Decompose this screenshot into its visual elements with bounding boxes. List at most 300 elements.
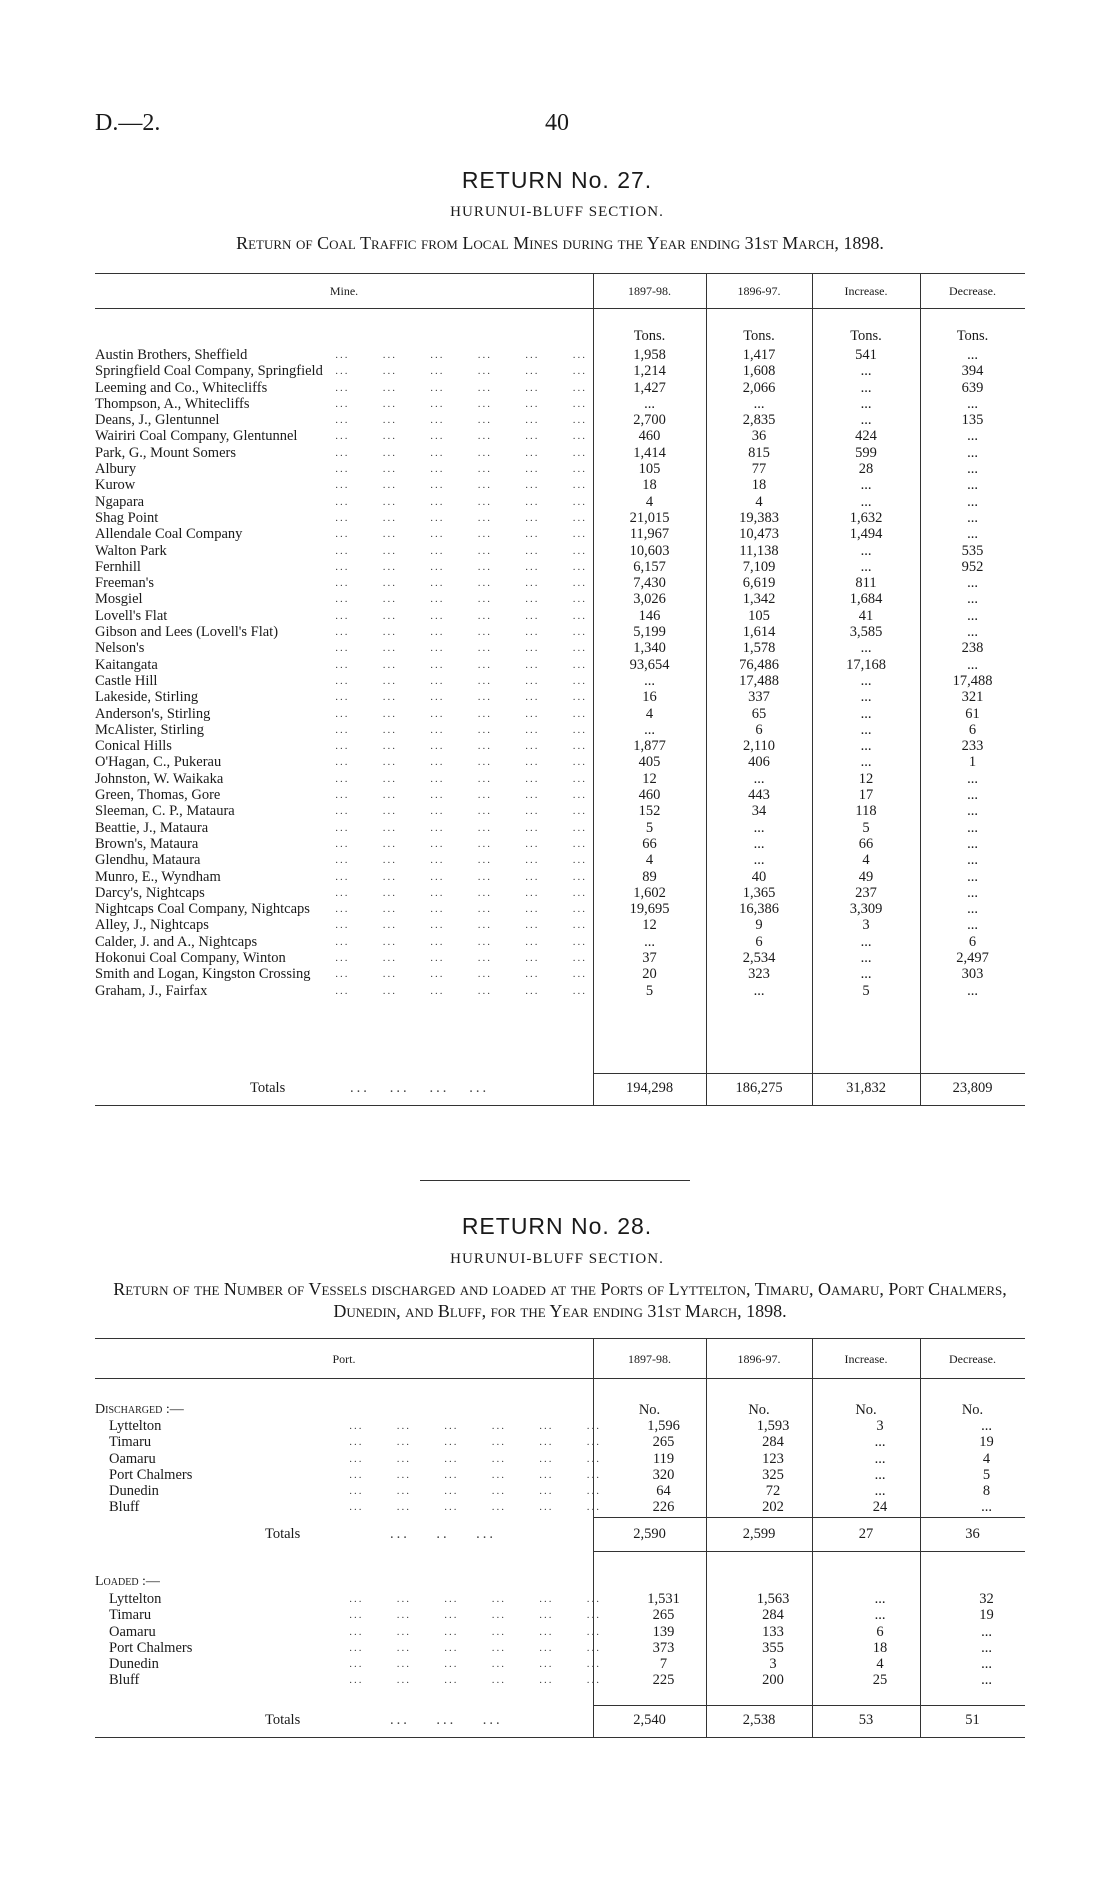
row-label	[95, 901, 593, 917]
value-cell: ...	[753, 982, 765, 999]
value-cell: 11,138	[739, 542, 779, 559]
row-label-text: Bluff	[109, 1499, 143, 1515]
table-row	[95, 657, 1025, 673]
value-cell: ...	[860, 395, 872, 412]
value-cell: ...	[967, 624, 978, 641]
table-row	[95, 1591, 1039, 1607]
value-cell: 4	[876, 1656, 884, 1673]
value-cell: ...	[981, 1639, 992, 1656]
value-cell: ...	[874, 1450, 886, 1467]
leader-dots: ... ... ... ... ... ...	[335, 609, 587, 622]
row-label-text: Bluff	[109, 1672, 143, 1688]
value-cell: 325	[762, 1466, 784, 1483]
row-label-text: Anderson's, Stirling	[95, 706, 214, 722]
value-cell: 66	[642, 835, 657, 852]
leader-dots: ... ... ... ... ... ...	[335, 381, 587, 394]
value-cell: 1,596	[647, 1418, 680, 1434]
value-cell: 1,877	[633, 738, 666, 755]
table-row	[95, 477, 1025, 493]
value-cell: 284	[762, 1434, 784, 1451]
leader-dots: ... ... ... ... ... ...	[349, 1674, 601, 1687]
value-cell: ...	[860, 949, 872, 966]
value-cell: 443	[748, 787, 770, 804]
value-cell: 226	[652, 1499, 675, 1516]
value-cell: 2,835	[742, 412, 776, 429]
value-cell: 394	[961, 363, 984, 380]
value-cell: 3	[862, 917, 870, 934]
table-row	[95, 1499, 1039, 1515]
row-label-text: Oamaru	[109, 1624, 160, 1640]
row-label-text: Timaru	[109, 1434, 155, 1450]
row-label	[95, 869, 593, 885]
value-cell: ...	[967, 607, 978, 624]
value-cell: ...	[860, 754, 872, 771]
table-row	[95, 363, 1025, 379]
value-cell: 1,563	[756, 1591, 790, 1607]
value-cell: 265	[652, 1434, 675, 1451]
value-cell: ...	[874, 1591, 886, 1607]
value-cell: ...	[967, 819, 978, 836]
table-27-bottom-rule	[95, 1105, 1025, 1106]
value-cell: 17,488	[739, 672, 779, 689]
row-label	[95, 885, 593, 901]
row-label	[95, 510, 593, 526]
table-row	[95, 803, 1025, 819]
table-28-top-rule	[95, 1338, 1025, 1339]
section-separator-rule	[420, 1180, 690, 1181]
row-label-text: Lyttelton	[109, 1418, 165, 1434]
leader-dots: ... ... ... ... ... ...	[335, 772, 587, 785]
value-cell: 25	[872, 1672, 888, 1689]
value-cell: ...	[967, 575, 978, 592]
row-label-text: Thompson, A., Whitecliffs	[95, 396, 254, 412]
row-label-text: McAlister, Stirling	[95, 722, 208, 738]
value-cell: ...	[860, 640, 872, 657]
table-row	[95, 1607, 1039, 1623]
table-row	[95, 836, 1025, 852]
row-label	[95, 1640, 607, 1656]
value-cell: 1,602	[633, 884, 666, 901]
row-label	[95, 950, 593, 966]
value-cell: 4	[755, 493, 763, 510]
value-cell: ...	[981, 1499, 992, 1516]
leader-dots: ... ... ... ... ... ...	[335, 854, 587, 867]
value-cell: 6,619	[742, 575, 776, 592]
table-row	[95, 950, 1025, 966]
row-label	[95, 543, 593, 559]
value-cell: 1,608	[742, 363, 776, 380]
value-cell: 34	[751, 803, 767, 820]
value-cell: 3,309	[849, 901, 883, 918]
value-cell: 1,958	[633, 347, 666, 363]
row-label-text: Castle Hill	[95, 673, 161, 689]
row-label-text: Springfield Coal Company, Springfield	[95, 363, 327, 379]
value-cell: ...	[967, 395, 978, 412]
value-cell: 5,199	[633, 624, 666, 641]
discharged-table	[95, 1418, 1039, 1516]
row-label-text: Albury	[95, 461, 140, 477]
leader-dots: ... ... ... ...	[350, 1080, 490, 1096]
row-label	[95, 1656, 607, 1672]
table-row	[95, 575, 1025, 591]
table-row	[95, 934, 1025, 950]
row-label	[95, 380, 593, 396]
row-label	[95, 917, 593, 933]
value-cell: 4	[982, 1450, 991, 1467]
value-cell: ...	[860, 738, 872, 755]
leader-dots: ... ... ... ... ... ...	[349, 1625, 601, 1638]
table-row	[95, 1656, 1039, 1672]
row-label-text: Port Chalmers	[109, 1640, 196, 1656]
row-label-text: Lovell's Flat	[95, 608, 171, 624]
row-label	[95, 347, 593, 363]
table-row	[95, 1640, 1039, 1656]
column-header-1897-98: 1897-98.	[628, 1352, 671, 1366]
value-cell: 323	[748, 966, 770, 983]
value-cell: ...	[860, 966, 872, 983]
unit-label: Tons.	[743, 328, 775, 344]
row-label-text: Nelson's	[95, 640, 148, 656]
table-row	[95, 722, 1025, 738]
value-cell: 17	[858, 787, 874, 804]
table-row	[95, 1483, 1039, 1499]
value-cell: 12	[858, 770, 874, 787]
row-label-text: Kurow	[95, 477, 139, 493]
value-cell: 6	[968, 721, 977, 738]
row-label-text: Brown's, Mataura	[95, 836, 202, 852]
leader-dots: ... ... ... ... ... ...	[335, 414, 587, 427]
row-label-text: Oamaru	[109, 1451, 160, 1467]
value-cell: ...	[967, 526, 978, 543]
value-cell: ...	[753, 770, 765, 787]
table-row	[95, 624, 1025, 640]
table-row	[95, 673, 1025, 689]
value-cell: 225	[652, 1672, 675, 1689]
loaded-table	[95, 1591, 1039, 1689]
value-cell: 815	[748, 444, 770, 461]
value-cell: 135	[961, 412, 984, 429]
value-cell: 21,015	[629, 509, 670, 526]
value-cell: 64	[656, 1483, 671, 1500]
row-label	[95, 1418, 607, 1434]
value-cell: ...	[874, 1483, 886, 1500]
row-label-text: Freeman's	[95, 575, 158, 591]
discharged-total-increase: 27	[858, 1526, 874, 1542]
value-cell: 1,365	[742, 884, 776, 901]
row-label-text: Gibson and Lees (Lovell's Flat)	[95, 624, 282, 640]
leader-dots: ... ... ... ... ... ...	[335, 707, 587, 720]
value-cell: 7	[659, 1656, 668, 1673]
value-cell: 6	[755, 933, 763, 950]
value-cell: 5	[645, 982, 654, 999]
value-cell: ...	[967, 884, 978, 901]
value-cell: 2,110	[742, 738, 776, 755]
totals-label: Totals	[250, 1080, 286, 1096]
value-cell: 4	[645, 705, 654, 722]
value-cell: ...	[860, 558, 872, 575]
value-cell: ...	[967, 982, 978, 999]
value-cell: ...	[967, 428, 978, 445]
value-cell: ...	[967, 770, 978, 787]
discharged-total-1897-98: 2,590	[633, 1526, 666, 1542]
value-cell: 24	[872, 1499, 888, 1516]
row-label	[95, 1499, 607, 1515]
table-row	[95, 428, 1025, 444]
return-27-section: HURUNUI-BLUFF SECTION.	[450, 204, 664, 220]
leader-dots: ... ... ... ... ... ...	[335, 870, 587, 883]
row-label	[95, 445, 593, 461]
return-28-description: Return of the Number of Vessels discharged and loaded at the Ports of Lyttelton, Timaru, Oamaru, Port Chalmers, Dunedin, and Bluff, for the Year ending 31st March, 1898.	[113, 1279, 1007, 1321]
value-cell: 3,585	[849, 624, 883, 641]
value-cell: 20	[642, 966, 657, 983]
value-cell: ...	[644, 933, 655, 950]
row-label-text: Darcy's, Nightcaps	[95, 885, 209, 901]
row-label-text: Kaitangata	[95, 657, 162, 673]
row-label	[95, 1434, 607, 1450]
row-label-text: Wairiri Coal Company, Glentunnel	[95, 428, 301, 444]
row-label-text: Lakeside, Stirling	[95, 689, 202, 705]
column-header-port: Port.	[332, 1352, 356, 1366]
table-row	[95, 412, 1025, 428]
value-cell: 3	[769, 1656, 777, 1673]
row-label	[95, 526, 593, 542]
row-label-text: Deans, J., Glentunnel	[95, 412, 223, 428]
value-cell: 237	[855, 884, 877, 901]
leader-dots: ... ... ... ... ... ...	[349, 1452, 601, 1465]
unit-label: No.	[961, 1402, 984, 1418]
row-label-text: Shag Point	[95, 510, 162, 526]
value-cell: 7,109	[742, 558, 776, 575]
value-cell: 2,700	[633, 412, 666, 429]
value-cell: 1,578	[742, 640, 776, 657]
return-27-title: RETURN No. 27.	[461, 167, 653, 193]
table-row	[95, 738, 1025, 754]
value-cell: 146	[638, 607, 661, 624]
row-label	[95, 575, 593, 591]
row-label-text: Calder, J. and A., Nightcaps	[95, 934, 261, 950]
value-cell: 19	[979, 1607, 994, 1624]
table-row	[95, 1467, 1039, 1483]
row-label-text: Graham, J., Fairfax	[95, 983, 211, 999]
table-27-top-rule	[95, 273, 1025, 274]
value-cell: ...	[967, 803, 978, 820]
table-28-subtotal-rule	[593, 1517, 1025, 1518]
leader-dots: ... ... ... ... ... ...	[335, 528, 587, 541]
value-cell: 7,430	[633, 575, 666, 592]
value-cell: 1,684	[849, 591, 883, 608]
table-row	[95, 787, 1025, 803]
leader-dots: ... ... ... ... ... ...	[335, 446, 587, 459]
value-cell: ...	[644, 395, 655, 412]
value-cell: 424	[855, 428, 877, 445]
value-cell: 373	[652, 1639, 675, 1656]
value-cell: 5	[862, 982, 870, 999]
row-label	[95, 1624, 607, 1640]
value-cell: ...	[860, 412, 872, 429]
value-cell: 599	[855, 444, 877, 461]
value-cell: ...	[981, 1656, 992, 1673]
value-cell: ...	[644, 721, 655, 738]
table-row	[95, 901, 1025, 917]
value-cell: 6	[755, 721, 763, 738]
value-cell: 202	[762, 1499, 784, 1516]
row-label	[95, 852, 593, 868]
value-cell: 133	[762, 1623, 784, 1640]
table-row	[95, 461, 1025, 477]
table-row	[95, 543, 1025, 559]
table-row	[95, 869, 1025, 885]
row-label	[95, 412, 593, 428]
value-cell: 6	[968, 933, 977, 950]
leader-dots: ... ... ... ... ... ...	[349, 1436, 601, 1449]
row-label-text: Lyttelton	[109, 1591, 165, 1607]
value-cell: 19,383	[739, 509, 779, 526]
value-cell: 17,488	[952, 672, 993, 689]
table-row	[95, 1418, 1039, 1434]
value-cell: ...	[753, 819, 765, 836]
table-28-totals-rule	[593, 1705, 1025, 1706]
value-cell: ...	[981, 1418, 992, 1434]
row-label	[95, 624, 593, 640]
row-label-text: Timaru	[109, 1607, 155, 1623]
row-label-text: Beattie, J., Mataura	[95, 820, 212, 836]
unit-label: Tons.	[633, 328, 666, 344]
return-27-description: Return of Coal Traffic from Local Mines during the Year ending 31st March, 1898.	[236, 233, 884, 253]
value-cell: 1,340	[633, 640, 666, 657]
value-cell: ...	[967, 656, 978, 673]
value-cell: 284	[762, 1607, 784, 1624]
value-cell: ...	[874, 1466, 886, 1483]
leader-dots: ... ... ... ... ... ...	[335, 626, 587, 639]
row-label-text: Walton Park	[95, 543, 171, 559]
discharged-total-decrease: 36	[965, 1526, 980, 1542]
unit-label: No.	[638, 1402, 661, 1418]
leader-dots: ... .. ...	[390, 1526, 496, 1542]
total-1896-97: 186,275	[735, 1080, 783, 1096]
row-label	[95, 461, 593, 477]
leader-dots: ... ... ... ... ... ...	[335, 658, 587, 671]
value-cell: ...	[874, 1607, 886, 1624]
row-label-text: Park, G., Mount Somers	[95, 445, 240, 461]
value-cell: ...	[644, 672, 655, 689]
row-label	[95, 803, 593, 819]
value-cell: ...	[860, 672, 872, 689]
table-row	[95, 510, 1025, 526]
column-header-increase: Increase.	[844, 1352, 888, 1366]
value-cell: ...	[967, 509, 978, 526]
value-cell: 4	[862, 852, 870, 869]
row-label	[95, 738, 593, 754]
leader-dots: ... ... ... ... ... ...	[335, 789, 587, 802]
row-label-text: Johnston, W. Waikaka	[95, 771, 227, 787]
value-cell: 36	[751, 428, 767, 445]
row-label	[95, 1591, 607, 1607]
value-cell: 405	[638, 754, 661, 771]
table-row	[95, 983, 1025, 999]
page-number: 40	[545, 110, 569, 136]
table-row	[95, 820, 1025, 836]
table-row	[95, 608, 1025, 624]
leader-dots: ... ... ... ... ... ...	[335, 837, 587, 850]
leader-dots: ... ... ... ... ... ...	[335, 951, 587, 964]
row-label	[95, 1467, 607, 1483]
table-27-header-rule	[95, 308, 1025, 309]
table-row	[95, 852, 1025, 868]
leader-dots: ... ... ... ... ... ...	[335, 479, 587, 492]
row-label-text: Mosgiel	[95, 591, 147, 607]
unit-label: No.	[855, 1402, 877, 1418]
row-label-text: Dunedin	[109, 1483, 163, 1499]
value-cell: ...	[860, 493, 872, 510]
row-label-text: Sleeman, C. P., Mataura	[95, 803, 239, 819]
value-cell: ...	[967, 444, 978, 461]
leader-dots: ... ... ... ... ... ...	[335, 511, 587, 524]
value-cell: ...	[967, 787, 978, 804]
value-cell: 1,632	[849, 509, 883, 526]
table-row	[95, 559, 1025, 575]
value-cell: 1	[968, 754, 977, 771]
value-cell: 3,026	[633, 591, 666, 608]
leader-dots: ... ... ... ... ... ...	[335, 821, 587, 834]
loaded-total-1897-98: 2,540	[633, 1712, 666, 1728]
table-row	[95, 689, 1025, 705]
value-cell: 8	[982, 1483, 991, 1500]
loaded-total-1896-97: 2,538	[742, 1712, 776, 1728]
totals-label: Totals	[265, 1526, 301, 1542]
table-row	[95, 640, 1025, 656]
table-row	[95, 380, 1025, 396]
value-cell: 6,157	[633, 558, 666, 575]
value-cell: 152	[638, 803, 661, 820]
row-label	[95, 754, 593, 770]
value-cell: 233	[961, 738, 984, 755]
discharged-total-1896-97: 2,599	[742, 1526, 776, 1542]
row-label-text: Nightcaps Coal Company, Nightcaps	[95, 901, 314, 917]
value-cell: 541	[855, 347, 877, 363]
leader-dots: ... ... ... ... ... ...	[335, 495, 587, 508]
row-label-text: Green, Thomas, Gore	[95, 787, 224, 803]
leader-dots: ... ... ... ... ... ...	[335, 365, 587, 378]
table-row	[95, 347, 1025, 363]
table-row	[95, 754, 1025, 770]
leader-dots: ... ... ...	[390, 1712, 503, 1728]
value-cell: ...	[981, 1623, 992, 1640]
row-label	[95, 1607, 607, 1623]
leader-dots: ... ... ... ... ... ...	[335, 903, 587, 916]
table-row	[95, 445, 1025, 461]
value-cell: ...	[967, 347, 978, 363]
value-cell: ...	[753, 835, 765, 852]
value-cell: 265	[652, 1607, 675, 1624]
table-28-subtotal-rule	[593, 1551, 1025, 1552]
value-cell: 3	[876, 1418, 884, 1434]
row-label	[95, 820, 593, 836]
value-cell: 93,654	[629, 656, 670, 673]
leader-dots: ... ... ... ... ... ...	[335, 397, 587, 410]
leader-dots: ... ... ... ... ... ...	[349, 1641, 601, 1654]
value-cell: ...	[860, 477, 872, 494]
value-cell: 952	[961, 558, 984, 575]
value-cell: 2,534	[742, 949, 776, 966]
column-header-1896-97: 1896-97.	[737, 284, 781, 298]
value-cell: ...	[860, 689, 872, 706]
row-label	[95, 396, 593, 412]
value-cell: 61	[965, 705, 980, 722]
row-label-text: Allendale Coal Company	[95, 526, 246, 542]
loaded-group-label: Loaded :—	[95, 1574, 160, 1589]
value-cell: 118	[855, 803, 877, 820]
row-label	[95, 591, 593, 607]
